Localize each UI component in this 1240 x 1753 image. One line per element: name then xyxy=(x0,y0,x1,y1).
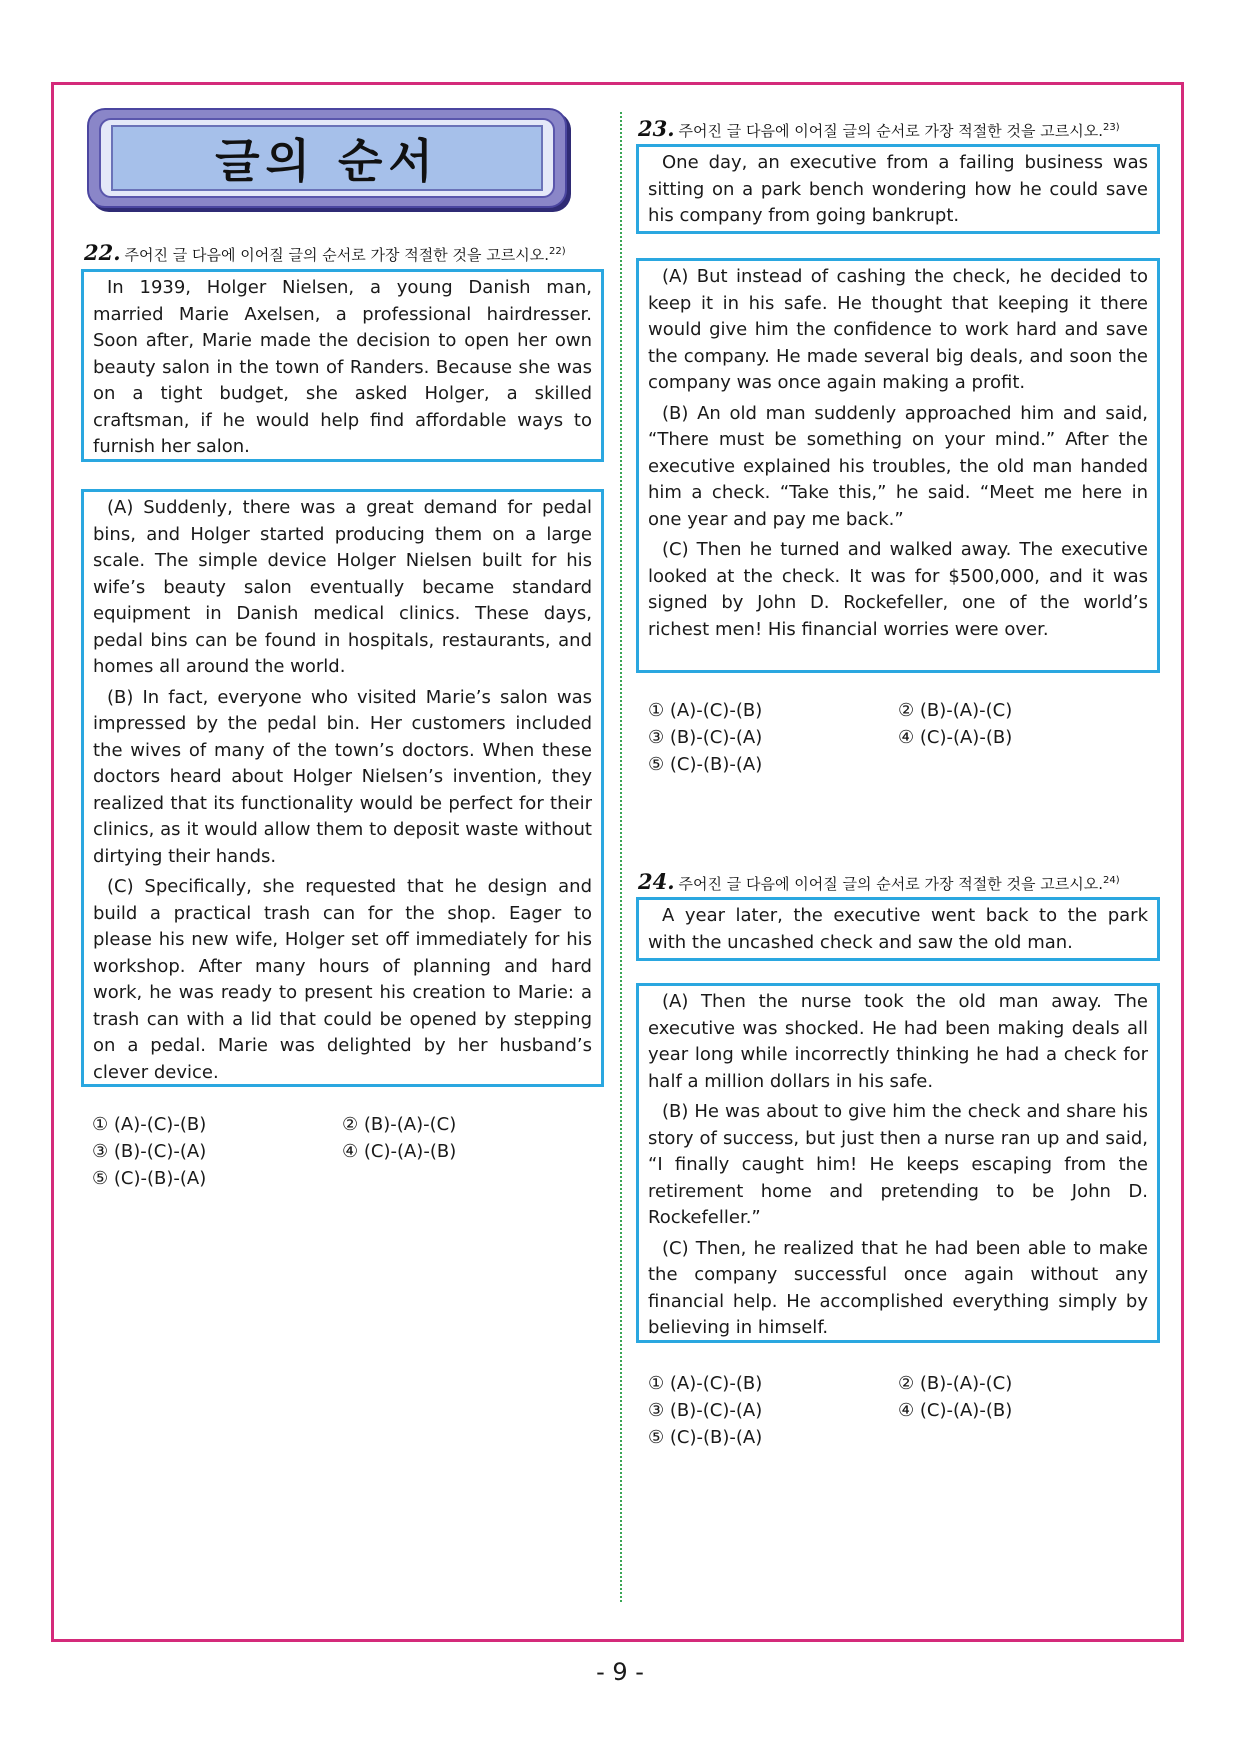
paragraph-a: (A) But instead of cashing the check, he decided to keep it in his safe. He thought that keeping it there would give him the confidence to work hard and save the company. He made several big deals, and soon the company was once again making a profit. xyxy=(648,266,1148,393)
paragraph-b: (B) An old man suddenly approached him and said, “There must be something on your mind.” After the executive explained his troubles, the old man handed him a check. “Take this,” he said. “Meet me here in one year and pay me back.” xyxy=(648,402,1148,530)
choice-1[interactable]: ① (A)-(C)-(B) xyxy=(92,1114,207,1135)
question-23-header xyxy=(638,116,1120,141)
question-22-intro-box xyxy=(81,269,604,462)
paragraph-a: (A) Then the nurse took the old man away. The executive was shocked. He had been making deals all year long while incorrectly thinking he had a check for half a million dollars in his safe. xyxy=(648,991,1148,1092)
intro-passage: A year later, the executive went back to the park with the uncashed check and saw the old man. xyxy=(648,905,1148,953)
column-divider xyxy=(620,112,622,1602)
choice-1[interactable]: ① (A)-(C)-(B) xyxy=(648,1373,763,1394)
choice-4[interactable]: ④ (C)-(A)-(B) xyxy=(342,1141,457,1162)
choice-5[interactable]: ⑤ (C)-(B)-(A) xyxy=(648,754,763,775)
footnote-marker: 24) xyxy=(1102,875,1120,886)
question-23-intro-box xyxy=(636,144,1160,234)
paragraph-c: (C) Then he turned and walked away. The executive looked at the check. It was for $500,000, and it was signed by John D. Rockefeller, one of the world’s richest men! His financial worries were over. xyxy=(648,539,1148,640)
question-number: 23. xyxy=(638,116,675,141)
section-title-badge xyxy=(87,108,567,208)
question-instruction: 주어진 글 다음에 이어질 글의 순서로 가장 적절한 것을 고르시오. xyxy=(124,246,549,264)
choice-3[interactable]: ③ (B)-(C)-(A) xyxy=(648,1400,763,1421)
choice-5[interactable]: ⑤ (C)-(B)-(A) xyxy=(92,1168,207,1189)
question-22-header xyxy=(84,240,566,265)
paragraph-b: (B) He was about to give him the check and share his story of success, but just then a nurse ran up and said, “I finally caught him! He keeps escaping from the retirement home and pretending to be John D. Rockefeller.” xyxy=(648,1101,1148,1228)
paragraph-c: (C) Specifically, she requested that he design and build a practical trash can for the shop. Eager to please his new wife, Holger set off immediately for his workshop. After many hours of planning and hard work, he was ready to present his creation to Marie: a trash can with a lid that could be opened by stepping on a pedal. Marie was delighted by her husband’s clever device. xyxy=(93,876,592,1083)
question-22-choices xyxy=(92,1111,592,1192)
question-23-choices xyxy=(648,697,1148,778)
choice-4[interactable]: ④ (C)-(A)-(B) xyxy=(898,727,1013,748)
footnote-marker: 22) xyxy=(548,246,566,257)
question-24-intro-box xyxy=(636,897,1160,961)
paragraph-c: (C) Then, he realized that he had been able to make the company successful once again without any financial help. He accomplished everything simply by believing in himself. xyxy=(648,1237,1148,1338)
question-instruction: 주어진 글 다음에 이어질 글의 순서로 가장 적절한 것을 고르시오. xyxy=(678,122,1103,140)
question-22-paragraphs-box xyxy=(81,489,604,1087)
question-24-choices xyxy=(648,1370,1148,1451)
intro-passage: In 1939, Holger Nielsen, a young Danish man, married Marie Axelsen, a professional hairdresser. Soon after, Marie made the decision to open her own beauty salon in the town of Randers. Because she was on a tight budget, she asked Holger, a skilled craftsman, if he would help find affordable ways to furnish her salon. xyxy=(93,277,592,457)
page-number: - 9 - xyxy=(596,1658,644,1686)
footnote-marker: 23) xyxy=(1102,122,1120,133)
choice-2[interactable]: ② (B)-(A)-(C) xyxy=(898,1373,1013,1394)
paragraph-b: (B) In fact, everyone who visited Marie’s salon was impressed by the pedal bin. Her customers included the wives of many of the town’s doctors. When these doctors heard about Holger Nielsen’s invention, they realized that its functionality would be perfect for their clinics, as it would allow them to deposit waste without dirtying their hands. xyxy=(93,686,592,867)
question-24-header xyxy=(638,869,1120,894)
choice-2[interactable]: ② (B)-(A)-(C) xyxy=(898,700,1013,721)
choice-5[interactable]: ⑤ (C)-(B)-(A) xyxy=(648,1427,763,1448)
choice-4[interactable]: ④ (C)-(A)-(B) xyxy=(898,1400,1013,1421)
paragraph-a: (A) Suddenly, there was a great demand for pedal bins, and Holger started producing them on a large scale. The simple device Holger Nielsen built for his wife’s beauty salon eventually became standard equipment in Danish medical clinics. These days, pedal bins can be found in hospitals, restaurants, and homes all around the world. xyxy=(93,497,592,677)
section-title: 글의 순서 xyxy=(111,125,543,191)
question-instruction: 주어진 글 다음에 이어질 글의 순서로 가장 적절한 것을 고르시오. xyxy=(678,875,1103,893)
question-number: 22. xyxy=(84,240,121,265)
question-number: 24. xyxy=(638,869,675,894)
question-24-paragraphs-box xyxy=(636,983,1160,1343)
choice-1[interactable]: ① (A)-(C)-(B) xyxy=(648,700,763,721)
choice-2[interactable]: ② (B)-(A)-(C) xyxy=(342,1114,457,1135)
question-23-paragraphs-box xyxy=(636,258,1160,673)
choice-3[interactable]: ③ (B)-(C)-(A) xyxy=(92,1141,207,1162)
choice-3[interactable]: ③ (B)-(C)-(A) xyxy=(648,727,763,748)
intro-passage: One day, an executive from a failing business was sitting on a park bench wondering how he could save his company from going bankrupt. xyxy=(648,152,1148,226)
